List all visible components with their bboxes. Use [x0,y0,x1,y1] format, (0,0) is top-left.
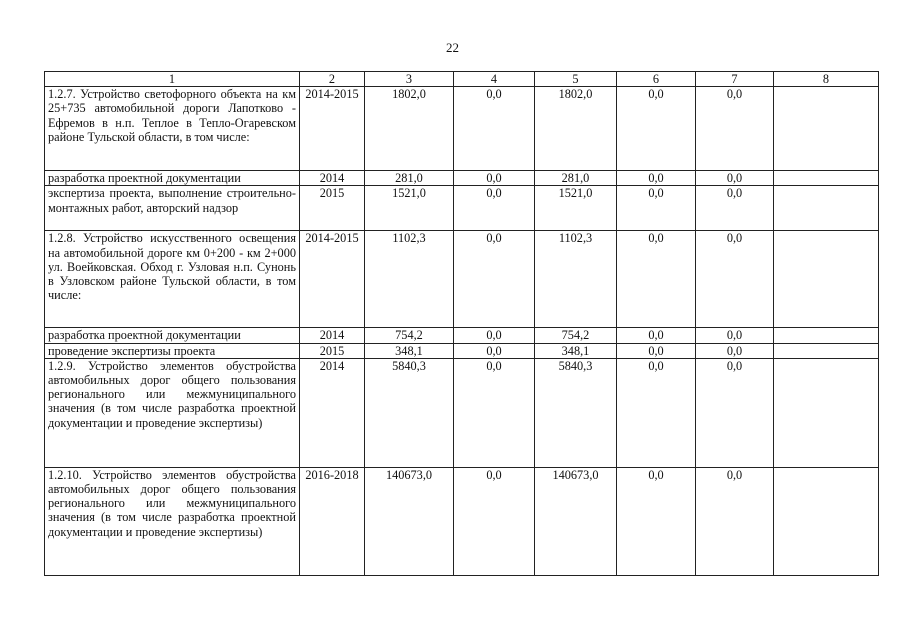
budget-table [44,71,879,576]
value-cell [774,467,879,575]
col-header: 7 [696,72,774,87]
period-cell: 2016-2018 [300,467,365,575]
value-cell: 0,0 [696,343,774,358]
period-cell: 2014 [300,171,365,186]
header-row [45,72,879,87]
period-cell: 2014 [300,358,365,467]
period-cell: 2015 [300,186,365,231]
value-cell: 0,0 [454,343,535,358]
table-row [45,171,879,186]
value-cell: 0,0 [617,231,696,328]
value-cell [774,231,879,328]
value-cell: 754,2 [535,328,617,343]
item-description: разработка проектной документации [45,171,300,186]
table-row [45,87,879,171]
table-row [45,231,879,328]
value-cell: 140673,0 [535,467,617,575]
value-cell: 1102,3 [535,231,617,328]
item-description: 1.2.10. Устройство элементов обустройства автомобильных дорог общего пользования регионального или межмуниципального значения (в том числе разработка проектной документации и проведение экспертизы) [45,467,300,575]
value-cell: 0,0 [617,328,696,343]
value-cell: 0,0 [454,328,535,343]
value-cell: 754,2 [365,328,454,343]
col-header: 5 [535,72,617,87]
value-cell: 140673,0 [365,467,454,575]
value-cell: 0,0 [454,231,535,328]
value-cell [774,87,879,171]
col-header: 3 [365,72,454,87]
value-cell: 0,0 [696,467,774,575]
value-cell: 0,0 [617,467,696,575]
item-description: 1.2.9. Устройство элементов обустройства автомобильных дорог общего пользования регионального или межмуниципального значения (в том числе разработка проектной документации и проведение экспертизы) [45,358,300,467]
value-cell: 0,0 [617,186,696,231]
value-cell: 1102,3 [365,231,454,328]
value-cell: 5840,3 [365,358,454,467]
value-cell: 5840,3 [535,358,617,467]
item-description: 1.2.7. Устройство светофорного объекта на км 25+735 автомобильной дороги Лапотково - Ефремов в н.п. Теплое в Тепло-Огаревском районе Тульской области, в том числе: [45,87,300,171]
col-header: 6 [617,72,696,87]
value-cell: 0,0 [454,87,535,171]
value-cell: 0,0 [696,328,774,343]
col-header: 2 [300,72,365,87]
item-description: разработка проектной документации [45,328,300,343]
value-cell: 0,0 [696,171,774,186]
value-cell: 1802,0 [535,87,617,171]
period-cell: 2015 [300,343,365,358]
value-cell: 1521,0 [365,186,454,231]
value-cell [774,358,879,467]
value-cell: 281,0 [535,171,617,186]
table-row [45,328,879,343]
value-cell: 0,0 [617,171,696,186]
value-cell: 0,0 [454,171,535,186]
value-cell: 0,0 [454,467,535,575]
value-cell: 0,0 [696,358,774,467]
item-description: проведение экспертизы проекта [45,343,300,358]
item-description: экспертиза проекта, выполнение строительно-монтажных работ, авторский надзор [45,186,300,231]
period-cell: 2014-2015 [300,87,365,171]
value-cell: 0,0 [454,186,535,231]
value-cell [774,171,879,186]
value-cell: 0,0 [454,358,535,467]
item-description: 1.2.8. Устройство искусственного освещения на автомобильной дороге км 0+200 - км 2+000 ул. Воейковская. Обход г. Узловая н.п. Сунонь в Узловском районе Тульской области, в том числе: [45,231,300,328]
value-cell [774,343,879,358]
table-row [45,186,879,231]
value-cell: 281,0 [365,171,454,186]
period-cell: 2014-2015 [300,231,365,328]
value-cell: 0,0 [617,358,696,467]
value-cell [774,186,879,231]
page-number: 22 [446,40,459,55]
period-cell: 2014 [300,328,365,343]
value-cell: 348,1 [365,343,454,358]
value-cell: 1521,0 [535,186,617,231]
value-cell: 1802,0 [365,87,454,171]
table-row [45,343,879,358]
col-header: 8 [774,72,879,87]
table-row [45,467,879,575]
value-cell: 348,1 [535,343,617,358]
col-header: 1 [45,72,300,87]
value-cell: 0,0 [696,87,774,171]
table-row [45,358,879,467]
value-cell [774,328,879,343]
value-cell: 0,0 [696,186,774,231]
value-cell: 0,0 [696,231,774,328]
col-header: 4 [454,72,535,87]
value-cell: 0,0 [617,87,696,171]
value-cell: 0,0 [617,343,696,358]
